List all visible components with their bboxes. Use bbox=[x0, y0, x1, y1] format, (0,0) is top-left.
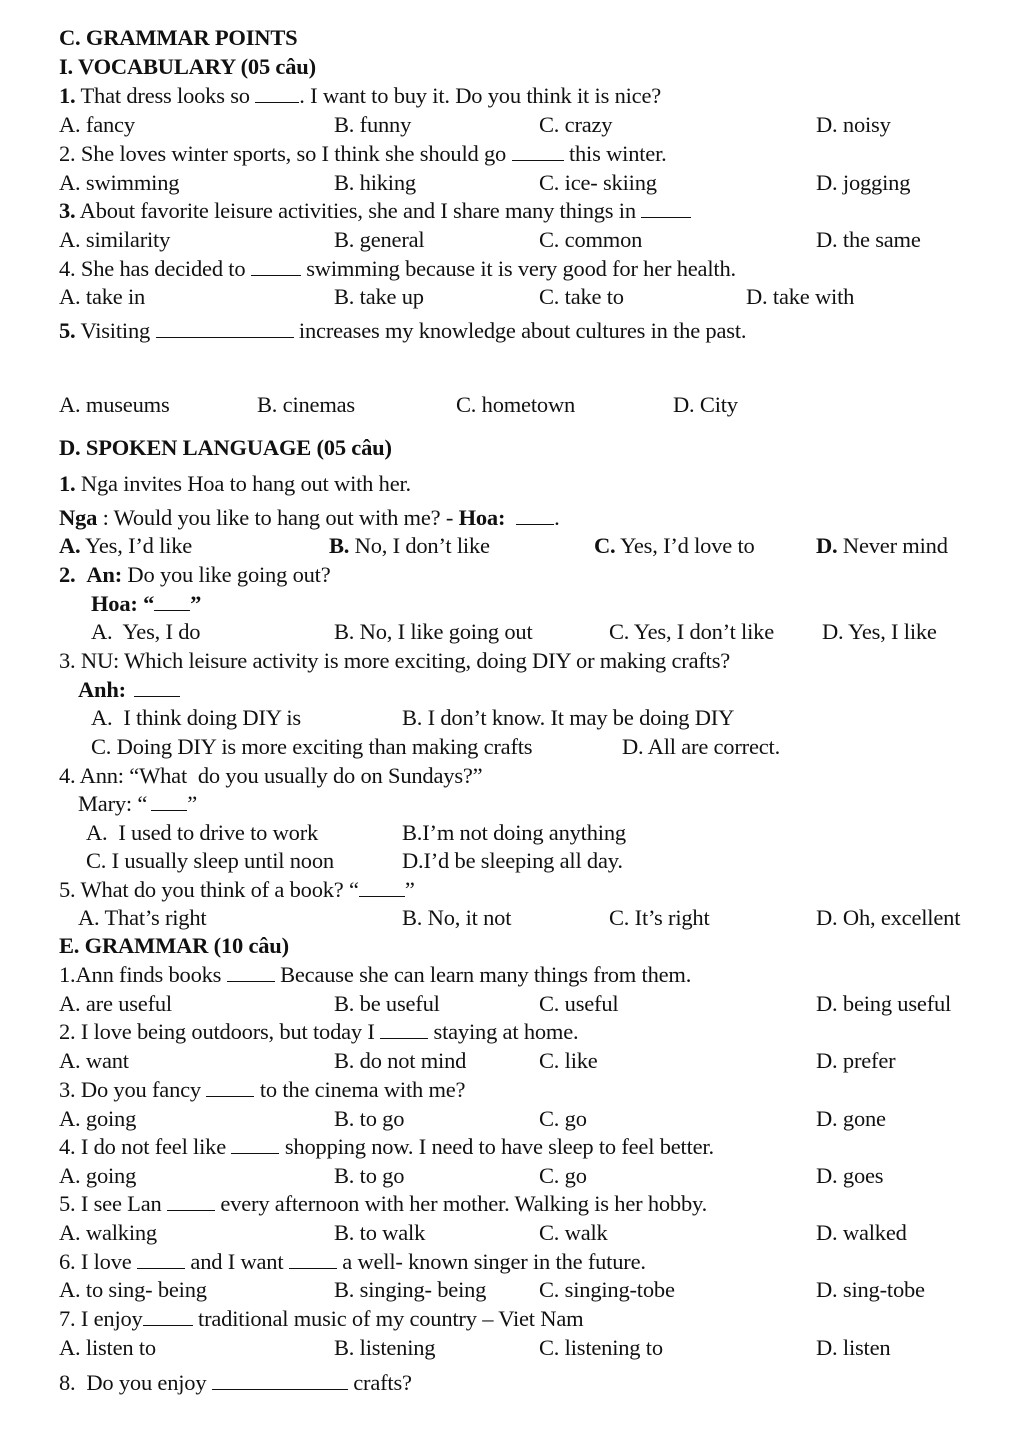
answer-blank[interactable] bbox=[289, 1250, 337, 1269]
option-a[interactable]: A. take in bbox=[59, 284, 146, 309]
option-c[interactable]: C. walk bbox=[539, 1220, 608, 1245]
grammar-question-7: 7. I enjoy traditional music of my country – Viet Nam bbox=[59, 1306, 584, 1331]
spoken-reply-4: Mary: “ ” bbox=[78, 791, 197, 816]
answer-blank[interactable] bbox=[516, 506, 554, 525]
option-b[interactable]: B. to go bbox=[334, 1106, 405, 1131]
option-b[interactable]: B. take up bbox=[334, 284, 424, 309]
spoken-reply-2: Hoa: “ ” bbox=[91, 591, 202, 616]
answer-blank[interactable] bbox=[167, 1192, 215, 1211]
option-d[interactable]: D. Never mind bbox=[816, 533, 948, 558]
answer-blank[interactable] bbox=[227, 963, 275, 982]
answer-blank[interactable] bbox=[641, 199, 691, 218]
option-a[interactable]: A. are useful bbox=[59, 991, 172, 1016]
option-a[interactable]: A. listen to bbox=[59, 1335, 156, 1360]
answer-blank[interactable] bbox=[251, 257, 301, 276]
option-c[interactable]: C. I usually sleep until noon bbox=[86, 848, 334, 873]
option-c[interactable]: C. It’s right bbox=[609, 905, 710, 930]
option-d[interactable]: D.I’d be sleeping all day. bbox=[402, 848, 623, 873]
option-c[interactable]: C. listening to bbox=[539, 1335, 663, 1360]
option-d[interactable]: D. noisy bbox=[816, 112, 891, 137]
answer-blank[interactable] bbox=[151, 792, 187, 811]
spoken-question-3: 3. NU: Which leisure activity is more exciting, doing DIY or making crafts? bbox=[59, 648, 731, 673]
grammar-title: E. GRAMMAR (10 câu) bbox=[59, 933, 289, 958]
answer-blank[interactable] bbox=[359, 878, 405, 897]
spoken-question-2: 2. An: Do you like going out? bbox=[59, 562, 331, 587]
grammar-question-5: 5. I see Lan every afternoon with her mother. Walking is her hobby. bbox=[59, 1191, 708, 1216]
answer-blank[interactable] bbox=[212, 1371, 348, 1390]
spoken-question-1: 1. Nga invites Hoa to hang out with her. bbox=[59, 471, 411, 496]
option-b[interactable]: B. No, I don’t like bbox=[329, 533, 490, 558]
option-d[interactable]: D. goes bbox=[816, 1163, 884, 1188]
option-c[interactable]: C. Doing DIY is more exciting than making crafts bbox=[91, 734, 533, 759]
option-d[interactable]: D. the same bbox=[816, 227, 921, 252]
option-b[interactable]: B. general bbox=[334, 227, 425, 252]
grammar-question-1: 1.Ann finds books Because she can learn many things from them. bbox=[59, 962, 692, 987]
answer-blank[interactable] bbox=[380, 1020, 428, 1039]
answer-blank[interactable] bbox=[255, 84, 299, 103]
option-a[interactable]: A. museums bbox=[59, 392, 170, 417]
option-a[interactable]: A. I think doing DIY is bbox=[91, 705, 301, 730]
vocab-question-3: 3. About favorite leisure activities, she and I share many things in bbox=[59, 197, 691, 225]
option-a[interactable]: A. walking bbox=[59, 1220, 157, 1245]
option-d[interactable]: D. walked bbox=[816, 1220, 907, 1245]
option-d[interactable]: D. City bbox=[673, 392, 738, 417]
option-d[interactable]: D. prefer bbox=[816, 1048, 896, 1073]
option-b[interactable]: B. to go bbox=[334, 1163, 405, 1188]
answer-blank[interactable] bbox=[154, 592, 190, 611]
answer-blank[interactable] bbox=[512, 142, 564, 161]
option-b[interactable]: B. funny bbox=[334, 112, 412, 137]
grammar-question-2: 2. I love being outdoors, but today I staying at home. bbox=[59, 1019, 579, 1044]
option-d[interactable]: D. Oh, excellent bbox=[816, 905, 961, 930]
option-c[interactable]: C. Yes, I don’t like bbox=[609, 619, 774, 644]
answer-blank[interactable] bbox=[156, 319, 294, 338]
option-b[interactable]: B. I don’t know. It may be doing DIY bbox=[402, 705, 735, 730]
answer-blank[interactable] bbox=[206, 1078, 254, 1097]
option-c[interactable]: C. like bbox=[539, 1048, 598, 1073]
option-b[interactable]: B. No, it not bbox=[402, 905, 512, 930]
vocab-question-5: 5. Visiting increases my knowledge about cultures in the past. bbox=[59, 318, 747, 343]
option-b[interactable]: B. be useful bbox=[334, 991, 440, 1016]
option-b[interactable]: B. to walk bbox=[334, 1220, 426, 1245]
option-c[interactable]: C. go bbox=[539, 1163, 587, 1188]
option-d[interactable]: D. Yes, I like bbox=[822, 619, 937, 644]
option-a[interactable]: A. swimming bbox=[59, 170, 180, 195]
option-d[interactable]: D. gone bbox=[816, 1106, 886, 1131]
answer-blank[interactable] bbox=[134, 678, 180, 697]
option-b[interactable]: B. No, I like going out bbox=[334, 619, 533, 644]
option-a[interactable]: A. going bbox=[59, 1106, 137, 1131]
option-d[interactable]: D. All are correct. bbox=[622, 734, 780, 759]
option-d[interactable]: D. take with bbox=[746, 284, 855, 309]
option-a[interactable]: A. fancy bbox=[59, 112, 135, 137]
grammar-question-6: 6. I love and I want a well- known singer in the future. bbox=[59, 1249, 646, 1274]
spoken-dialogue-1: Nga : Would you like to hang out with me? - Hoa: . bbox=[59, 505, 560, 530]
spoken-reply-3: Anh: bbox=[78, 676, 180, 704]
option-c[interactable]: C. singing-tobe bbox=[539, 1277, 675, 1302]
option-b[interactable]: B.I’m not doing anything bbox=[402, 820, 626, 845]
option-c[interactable]: C. Yes, I’d love to bbox=[594, 533, 755, 558]
option-c[interactable]: C. go bbox=[539, 1106, 587, 1131]
option-b[interactable]: B. hiking bbox=[334, 170, 416, 195]
answer-blank[interactable] bbox=[137, 1250, 185, 1269]
option-a[interactable]: A. Yes, I’d like bbox=[59, 533, 193, 558]
option-d[interactable]: D. listen bbox=[816, 1335, 891, 1360]
option-a[interactable]: A. similarity bbox=[59, 227, 171, 252]
option-b[interactable]: B. listening bbox=[334, 1335, 436, 1360]
option-a[interactable]: A. going bbox=[59, 1163, 137, 1188]
vocabulary-title: I. VOCABULARY (05 câu) bbox=[59, 54, 316, 79]
option-a[interactable]: A. to sing- being bbox=[59, 1277, 207, 1302]
spoken-language-title: D. SPOKEN LANGUAGE (05 câu) bbox=[59, 435, 392, 460]
option-b[interactable]: B. do not mind bbox=[334, 1048, 467, 1073]
option-a[interactable]: A. Yes, I do bbox=[91, 619, 201, 644]
answer-blank[interactable] bbox=[231, 1135, 279, 1154]
section-c-title: C. GRAMMAR POINTS bbox=[59, 25, 298, 50]
option-b[interactable]: B. cinemas bbox=[257, 392, 355, 417]
option-a[interactable]: A. want bbox=[59, 1048, 129, 1073]
option-d[interactable]: D. jogging bbox=[816, 170, 911, 195]
option-b[interactable]: B. singing- being bbox=[334, 1277, 487, 1302]
grammar-question-4: 4. I do not feel like shopping now. I need to have sleep to feel better. bbox=[59, 1134, 714, 1159]
answer-blank[interactable] bbox=[143, 1307, 193, 1326]
option-c[interactable]: C. take to bbox=[539, 284, 624, 309]
option-a[interactable]: A. I used to drive to work bbox=[86, 820, 319, 845]
grammar-question-3: 3. Do you fancy to the cinema with me? bbox=[59, 1077, 466, 1102]
vocab-question-4: 4. She has decided to swimming because it is very good for her health. bbox=[59, 256, 736, 281]
option-d[interactable]: D. being useful bbox=[816, 991, 952, 1016]
spoken-question-4: 4. Ann: “What do you usually do on Sundays?” bbox=[59, 763, 483, 788]
vocab-question-1: 1. That dress looks so . I want to buy it. Do you think it is nice? bbox=[59, 83, 662, 108]
vocab-question-2: 2. She loves winter sports, so I think she should go this winter. bbox=[59, 141, 667, 166]
option-c[interactable]: C. hometown bbox=[456, 392, 576, 417]
option-d[interactable]: D. sing-tobe bbox=[816, 1277, 925, 1302]
spoken-question-5: 5. What do you think of a book? “ ” bbox=[59, 877, 415, 902]
option-c[interactable]: C. common bbox=[539, 227, 643, 252]
option-c[interactable]: C. crazy bbox=[539, 112, 613, 137]
option-c[interactable]: C. useful bbox=[539, 991, 619, 1016]
option-c[interactable]: C. ice- skiing bbox=[539, 170, 657, 195]
option-a[interactable]: A. That’s right bbox=[78, 905, 207, 930]
grammar-question-8: 8. Do you enjoy crafts? bbox=[59, 1370, 412, 1395]
